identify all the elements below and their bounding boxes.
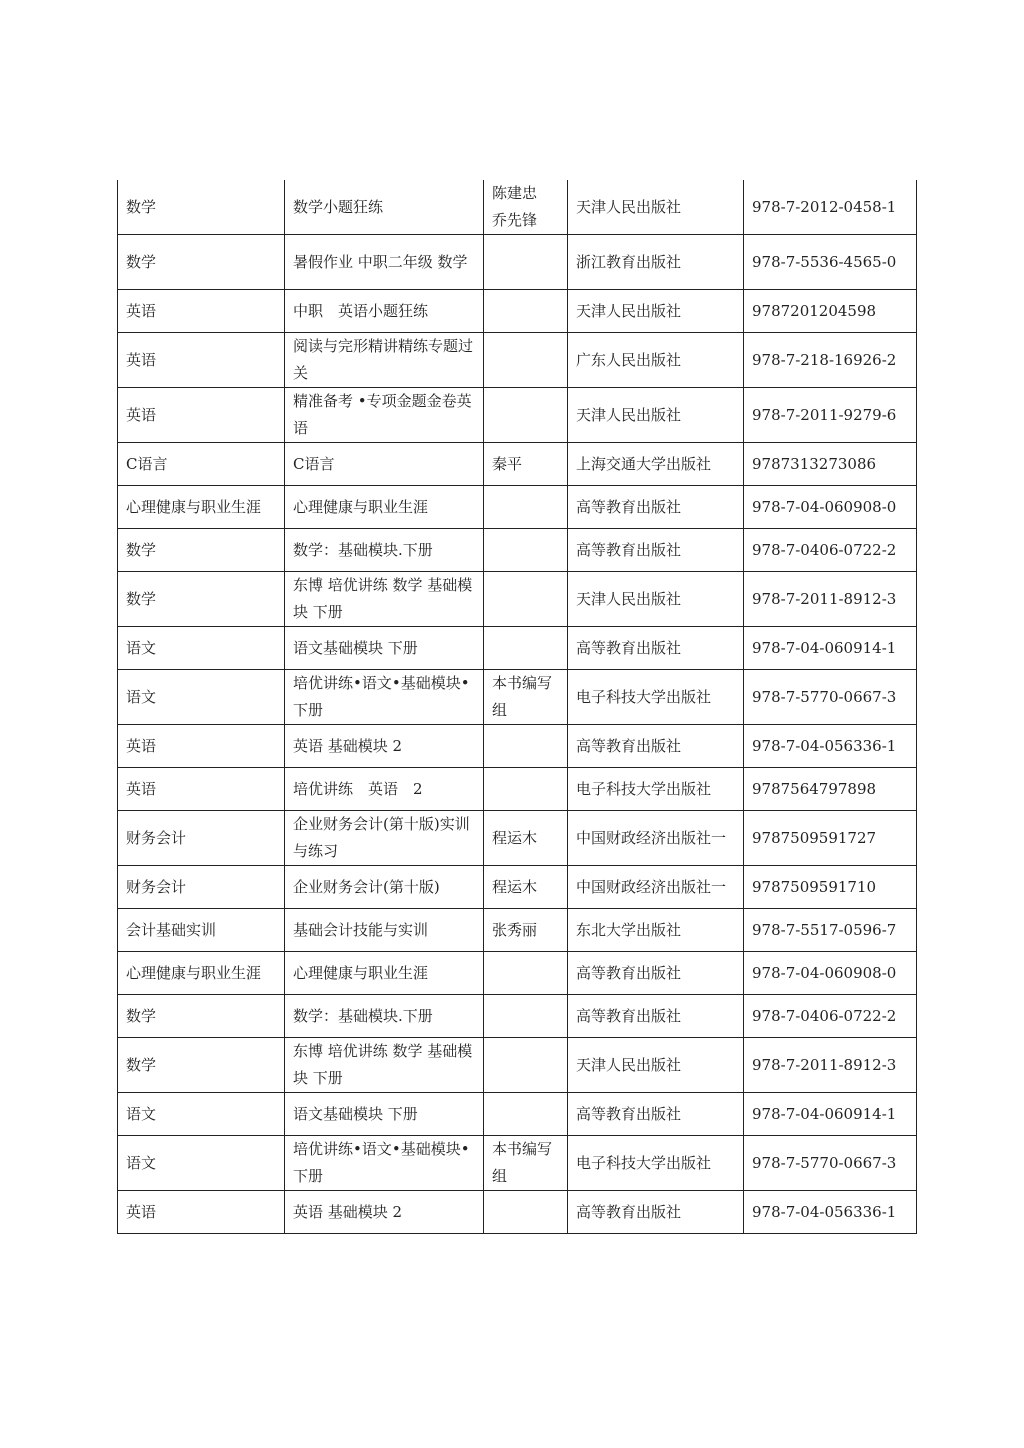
table-row bbox=[118, 725, 917, 768]
title-cell: 企业财务会计(第十版) bbox=[285, 866, 484, 909]
isbn-cell: 978-7-04-060914-1 bbox=[744, 627, 917, 670]
author-cell bbox=[484, 1093, 568, 1136]
isbn-cell: 978-7-04-056336-1 bbox=[744, 1191, 917, 1234]
isbn-cell: 978-7-2011-9279-6 bbox=[744, 388, 917, 443]
publisher-cell: 高等教育出版社 bbox=[568, 995, 744, 1038]
table-row bbox=[118, 670, 917, 725]
subject-cell: 英语 bbox=[118, 1191, 285, 1234]
subject-cell: 会计基础实训 bbox=[118, 909, 285, 952]
isbn-cell: 9787201204598 bbox=[744, 290, 917, 333]
author-cell bbox=[484, 333, 568, 388]
isbn-cell: 978-7-04-056336-1 bbox=[744, 725, 917, 768]
subject-cell: 英语 bbox=[118, 333, 285, 388]
table-row bbox=[118, 995, 917, 1038]
book-table bbox=[117, 180, 917, 1234]
isbn-cell: 978-7-5770-0667-3 bbox=[744, 1136, 917, 1191]
subject-cell: 英语 bbox=[118, 388, 285, 443]
isbn-cell: 9787564797898 bbox=[744, 768, 917, 811]
subject-cell: 英语 bbox=[118, 725, 285, 768]
isbn-cell: 978-7-0406-0722-2 bbox=[744, 529, 917, 572]
table-row bbox=[118, 1136, 917, 1191]
isbn-cell: 978-7-5770-0667-3 bbox=[744, 670, 917, 725]
table-row bbox=[118, 1191, 917, 1234]
title-cell: 数学小题狂练 bbox=[285, 180, 484, 235]
table-row bbox=[118, 388, 917, 443]
table-row bbox=[118, 443, 917, 486]
publisher-cell: 天津人民出版社 bbox=[568, 180, 744, 235]
subject-cell: 财务会计 bbox=[118, 866, 285, 909]
title-cell: 数学：基础模块.下册 bbox=[285, 529, 484, 572]
subject-cell: 数学 bbox=[118, 529, 285, 572]
publisher-cell: 电子科技大学出版社 bbox=[568, 1136, 744, 1191]
table-row bbox=[118, 572, 917, 627]
table-row bbox=[118, 290, 917, 333]
author-cell: 陈建忠 乔先锋 bbox=[484, 180, 568, 235]
title-cell: 数学：基础模块.下册 bbox=[285, 995, 484, 1038]
author-cell bbox=[484, 388, 568, 443]
author-cell bbox=[484, 627, 568, 670]
title-cell: 培优讲练 英语 2 bbox=[285, 768, 484, 811]
author-cell bbox=[484, 1038, 568, 1093]
title-cell: 基础会计技能与实训 bbox=[285, 909, 484, 952]
author-cell bbox=[484, 768, 568, 811]
table-row bbox=[118, 1038, 917, 1093]
author-cell bbox=[484, 725, 568, 768]
subject-cell: 财务会计 bbox=[118, 811, 285, 866]
title-cell: 阅读与完形精讲精练专题过关 bbox=[285, 333, 484, 388]
author-cell bbox=[484, 235, 568, 290]
publisher-cell: 东北大学出版社 bbox=[568, 909, 744, 952]
isbn-cell: 978-7-04-060908-0 bbox=[744, 952, 917, 995]
title-cell: 英语 基础模块 2 bbox=[285, 725, 484, 768]
isbn-cell: 978-7-2011-8912-3 bbox=[744, 1038, 917, 1093]
author-cell bbox=[484, 572, 568, 627]
title-cell: 英语 基础模块 2 bbox=[285, 1191, 484, 1234]
subject-cell: 心理健康与职业生涯 bbox=[118, 486, 285, 529]
author-cell bbox=[484, 1191, 568, 1234]
subject-cell: C语言 bbox=[118, 443, 285, 486]
author-cell bbox=[484, 995, 568, 1038]
publisher-cell: 高等教育出版社 bbox=[568, 627, 744, 670]
title-cell: 东博 培优讲练 数学 基础模块 下册 bbox=[285, 572, 484, 627]
publisher-cell: 高等教育出版社 bbox=[568, 529, 744, 572]
author-cell bbox=[484, 486, 568, 529]
publisher-cell: 中国财政经济出版社一 bbox=[568, 866, 744, 909]
table-row bbox=[118, 768, 917, 811]
publisher-cell: 天津人民出版社 bbox=[568, 1038, 744, 1093]
isbn-cell: 978-7-218-16926-2 bbox=[744, 333, 917, 388]
title-cell: 心理健康与职业生涯 bbox=[285, 486, 484, 529]
publisher-cell: 上海交通大学出版社 bbox=[568, 443, 744, 486]
subject-cell: 语文 bbox=[118, 670, 285, 725]
subject-cell: 数学 bbox=[118, 180, 285, 235]
publisher-cell: 高等教育出版社 bbox=[568, 1191, 744, 1234]
title-cell: 精准备考 •专项金题金卷英语 bbox=[285, 388, 484, 443]
publisher-cell: 浙江教育出版社 bbox=[568, 235, 744, 290]
table-row bbox=[118, 909, 917, 952]
title-cell: C语言 bbox=[285, 443, 484, 486]
book-list-sheet bbox=[117, 180, 916, 1234]
title-cell: 语文基础模块 下册 bbox=[285, 627, 484, 670]
author-cell bbox=[484, 952, 568, 995]
isbn-cell: 978-7-04-060908-0 bbox=[744, 486, 917, 529]
author-cell bbox=[484, 290, 568, 333]
publisher-cell: 电子科技大学出版社 bbox=[568, 768, 744, 811]
publisher-cell: 高等教育出版社 bbox=[568, 486, 744, 529]
title-cell: 语文基础模块 下册 bbox=[285, 1093, 484, 1136]
table-row bbox=[118, 180, 917, 235]
isbn-cell: 978-7-5536-4565-0 bbox=[744, 235, 917, 290]
isbn-cell: 9787313273086 bbox=[744, 443, 917, 486]
table-row bbox=[118, 627, 917, 670]
publisher-cell: 中国财政经济出版社一 bbox=[568, 811, 744, 866]
subject-cell: 语文 bbox=[118, 1136, 285, 1191]
isbn-cell: 978-7-2011-8912-3 bbox=[744, 572, 917, 627]
title-cell: 东博 培优讲练 数学 基础模块 下册 bbox=[285, 1038, 484, 1093]
publisher-cell: 天津人民出版社 bbox=[568, 290, 744, 333]
isbn-cell: 978-7-0406-0722-2 bbox=[744, 995, 917, 1038]
isbn-cell: 9787509591727 bbox=[744, 811, 917, 866]
subject-cell: 数学 bbox=[118, 1038, 285, 1093]
table-row bbox=[118, 529, 917, 572]
subject-cell: 英语 bbox=[118, 768, 285, 811]
publisher-cell: 高等教育出版社 bbox=[568, 725, 744, 768]
author-cell: 本书编写组 bbox=[484, 670, 568, 725]
subject-cell: 语文 bbox=[118, 627, 285, 670]
table-row bbox=[118, 235, 917, 290]
publisher-cell: 天津人民出版社 bbox=[568, 388, 744, 443]
title-cell: 心理健康与职业生涯 bbox=[285, 952, 484, 995]
isbn-cell: 978-7-04-060914-1 bbox=[744, 1093, 917, 1136]
subject-cell: 数学 bbox=[118, 572, 285, 627]
author-cell: 张秀丽 bbox=[484, 909, 568, 952]
publisher-cell: 天津人民出版社 bbox=[568, 572, 744, 627]
subject-cell: 数学 bbox=[118, 235, 285, 290]
table-row bbox=[118, 952, 917, 995]
title-cell: 暑假作业 中职二年级 数学 bbox=[285, 235, 484, 290]
publisher-cell: 高等教育出版社 bbox=[568, 1093, 744, 1136]
title-cell: 培优讲练•语文•基础模块•下册 bbox=[285, 1136, 484, 1191]
subject-cell: 心理健康与职业生涯 bbox=[118, 952, 285, 995]
isbn-cell: 9787509591710 bbox=[744, 866, 917, 909]
table-row bbox=[118, 486, 917, 529]
table-row bbox=[118, 1093, 917, 1136]
author-cell bbox=[484, 529, 568, 572]
table-row bbox=[118, 333, 917, 388]
author-cell: 本书编写组 bbox=[484, 1136, 568, 1191]
isbn-cell: 978-7-2012-0458-1 bbox=[744, 180, 917, 235]
isbn-cell: 978-7-5517-0596-7 bbox=[744, 909, 917, 952]
title-cell: 中职 英语小题狂练 bbox=[285, 290, 484, 333]
publisher-cell: 电子科技大学出版社 bbox=[568, 670, 744, 725]
title-cell: 企业财务会计(第十版)实训与练习 bbox=[285, 811, 484, 866]
table-row bbox=[118, 811, 917, 866]
publisher-cell: 高等教育出版社 bbox=[568, 952, 744, 995]
author-cell: 秦平 bbox=[484, 443, 568, 486]
title-cell: 培优讲练•语文•基础模块•下册 bbox=[285, 670, 484, 725]
subject-cell: 数学 bbox=[118, 995, 285, 1038]
table-row bbox=[118, 866, 917, 909]
subject-cell: 语文 bbox=[118, 1093, 285, 1136]
publisher-cell: 广东人民出版社 bbox=[568, 333, 744, 388]
author-cell: 程运木 bbox=[484, 811, 568, 866]
author-cell: 程运木 bbox=[484, 866, 568, 909]
subject-cell: 英语 bbox=[118, 290, 285, 333]
